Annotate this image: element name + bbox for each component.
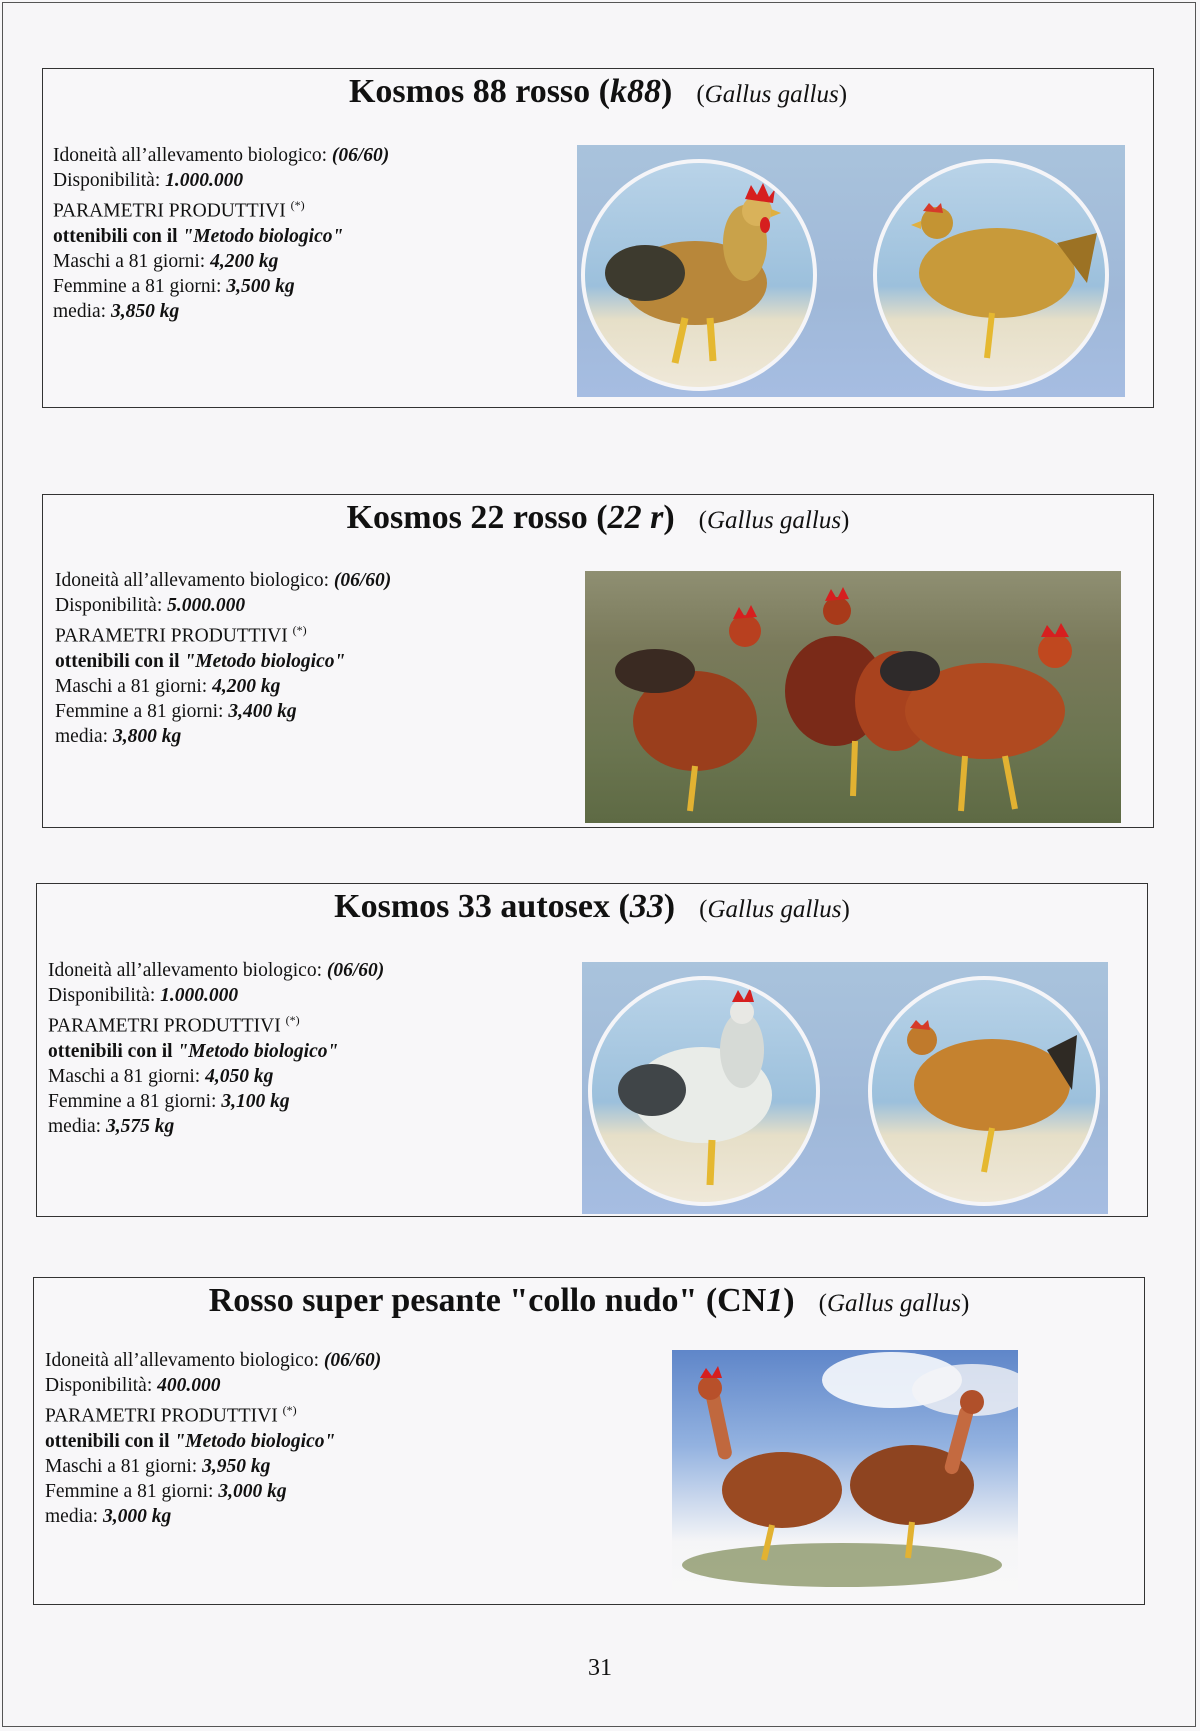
disponibilita-value: 400.000 [157,1375,221,1396]
breed-info: Idoneità all’allevamento biologico: (06/60) Disponibilità: 1.000.000 PARAMETRI PRODUTTIVI (*) ottenibili con il "Metodo biologico" Maschi a 81 giorni: 4,050 kg Femmine a 81 giorni: 3,100 kg media: 3,575 kg [48,960,385,1137]
breed-title-row [43,73,1153,111]
breed-photo [672,1350,1018,1590]
media-value: 3,850 kg [110,300,180,322]
breed-title: Kosmos 88 rosso (k88) [348,73,673,110]
hen-image [877,163,1109,391]
media-value: 3,800 kg [112,725,182,747]
breed-photo [582,962,1108,1214]
breed-title: Rosso super pesante "collo nudo" (CN1) [208,1282,795,1319]
maschi-value: 4,200 kg [210,250,279,272]
rooster-portrait [581,159,817,391]
disponibilita-value: 1.000.000 [160,985,239,1006]
breed-info: Idoneità all’allevamento biologico: (06/60) Disponibilità: 400.000 PARAMETRI PRODUTTIVI (*) ottenibili con il "Metodo biologico" Maschi a 81 giorni: 3,950 kg Femmine a 81 giorni: 3,000 kg media: 3,000 kg [45,1350,382,1527]
idoneita-value: (06/60) [331,145,390,166]
disponibilita-value: 5.000.000 [167,595,246,616]
idoneita-value: (06/60) [323,1350,382,1371]
page-number: 31 [588,1655,612,1681]
femmine-value: 3,000 kg [218,1480,287,1502]
femmine-value: 3,400 kg [228,700,297,722]
rooster-image [585,163,817,391]
breed-info: Idoneità all’allevamento biologico: (06/60) Disponibilità: 1.000.000 PARAMETRI PRODUTTIVI (*) ottenibili con il "Metodo biologico" Maschi a 81 giorni: 4,200 kg Femmine a 81 giorni: 3,500 kg media: 3,850 kg [53,145,390,322]
hen-image [872,980,1100,1206]
rooster-image [592,980,820,1206]
hen-portrait [873,159,1109,391]
naked-neck-pair-image [672,1350,1018,1590]
breed-title-row [37,888,1147,926]
idoneita-value: (06/60) [326,960,385,981]
maschi-value: 4,200 kg [212,675,281,697]
media-value: 3,575 kg [105,1115,175,1137]
breed-card-collo-nudo [33,1277,1145,1605]
species-name: (Gallus gallus) [699,896,850,923]
breed-photo [585,571,1121,823]
species-name: (Gallus gallus) [698,507,850,534]
breed-card-kosmos-33 [36,883,1148,1217]
species-name: (Gallus gallus) [696,81,848,108]
breed-title-row [43,499,1153,537]
breed-title-row [34,1282,1144,1320]
flock-image [585,571,1121,823]
breed-title: Kosmos 33 autosex (33) [334,888,676,925]
maschi-value: 3,950 kg [202,1455,271,1477]
maschi-value: 4,050 kg [205,1065,274,1087]
disponibilita-value: 1.000.000 [165,170,244,191]
media-value: 3,000 kg [102,1505,172,1527]
breed-info: Idoneità all’allevamento biologico: (06/60) Disponibilità: 5.000.000 PARAMETRI PRODUTTIVI (*) ottenibili con il "Metodo biologico" Maschi a 81 giorni: 4,200 kg Femmine a 81 giorni: 3,400 kg media: 3,800 kg [55,570,392,747]
breed-title: Kosmos 22 rosso (22 r) [346,499,675,536]
idoneita-value: (06/60) [333,570,392,591]
rooster-portrait [588,976,820,1206]
femmine-value: 3,500 kg [226,275,295,297]
breed-card-kosmos-22 [42,494,1154,828]
breed-photo [577,145,1125,397]
breed-card-kosmos-88 [42,68,1154,408]
hen-portrait [868,976,1100,1206]
species-name: (Gallus gallus) [818,1290,970,1317]
femmine-value: 3,100 kg [221,1090,290,1112]
